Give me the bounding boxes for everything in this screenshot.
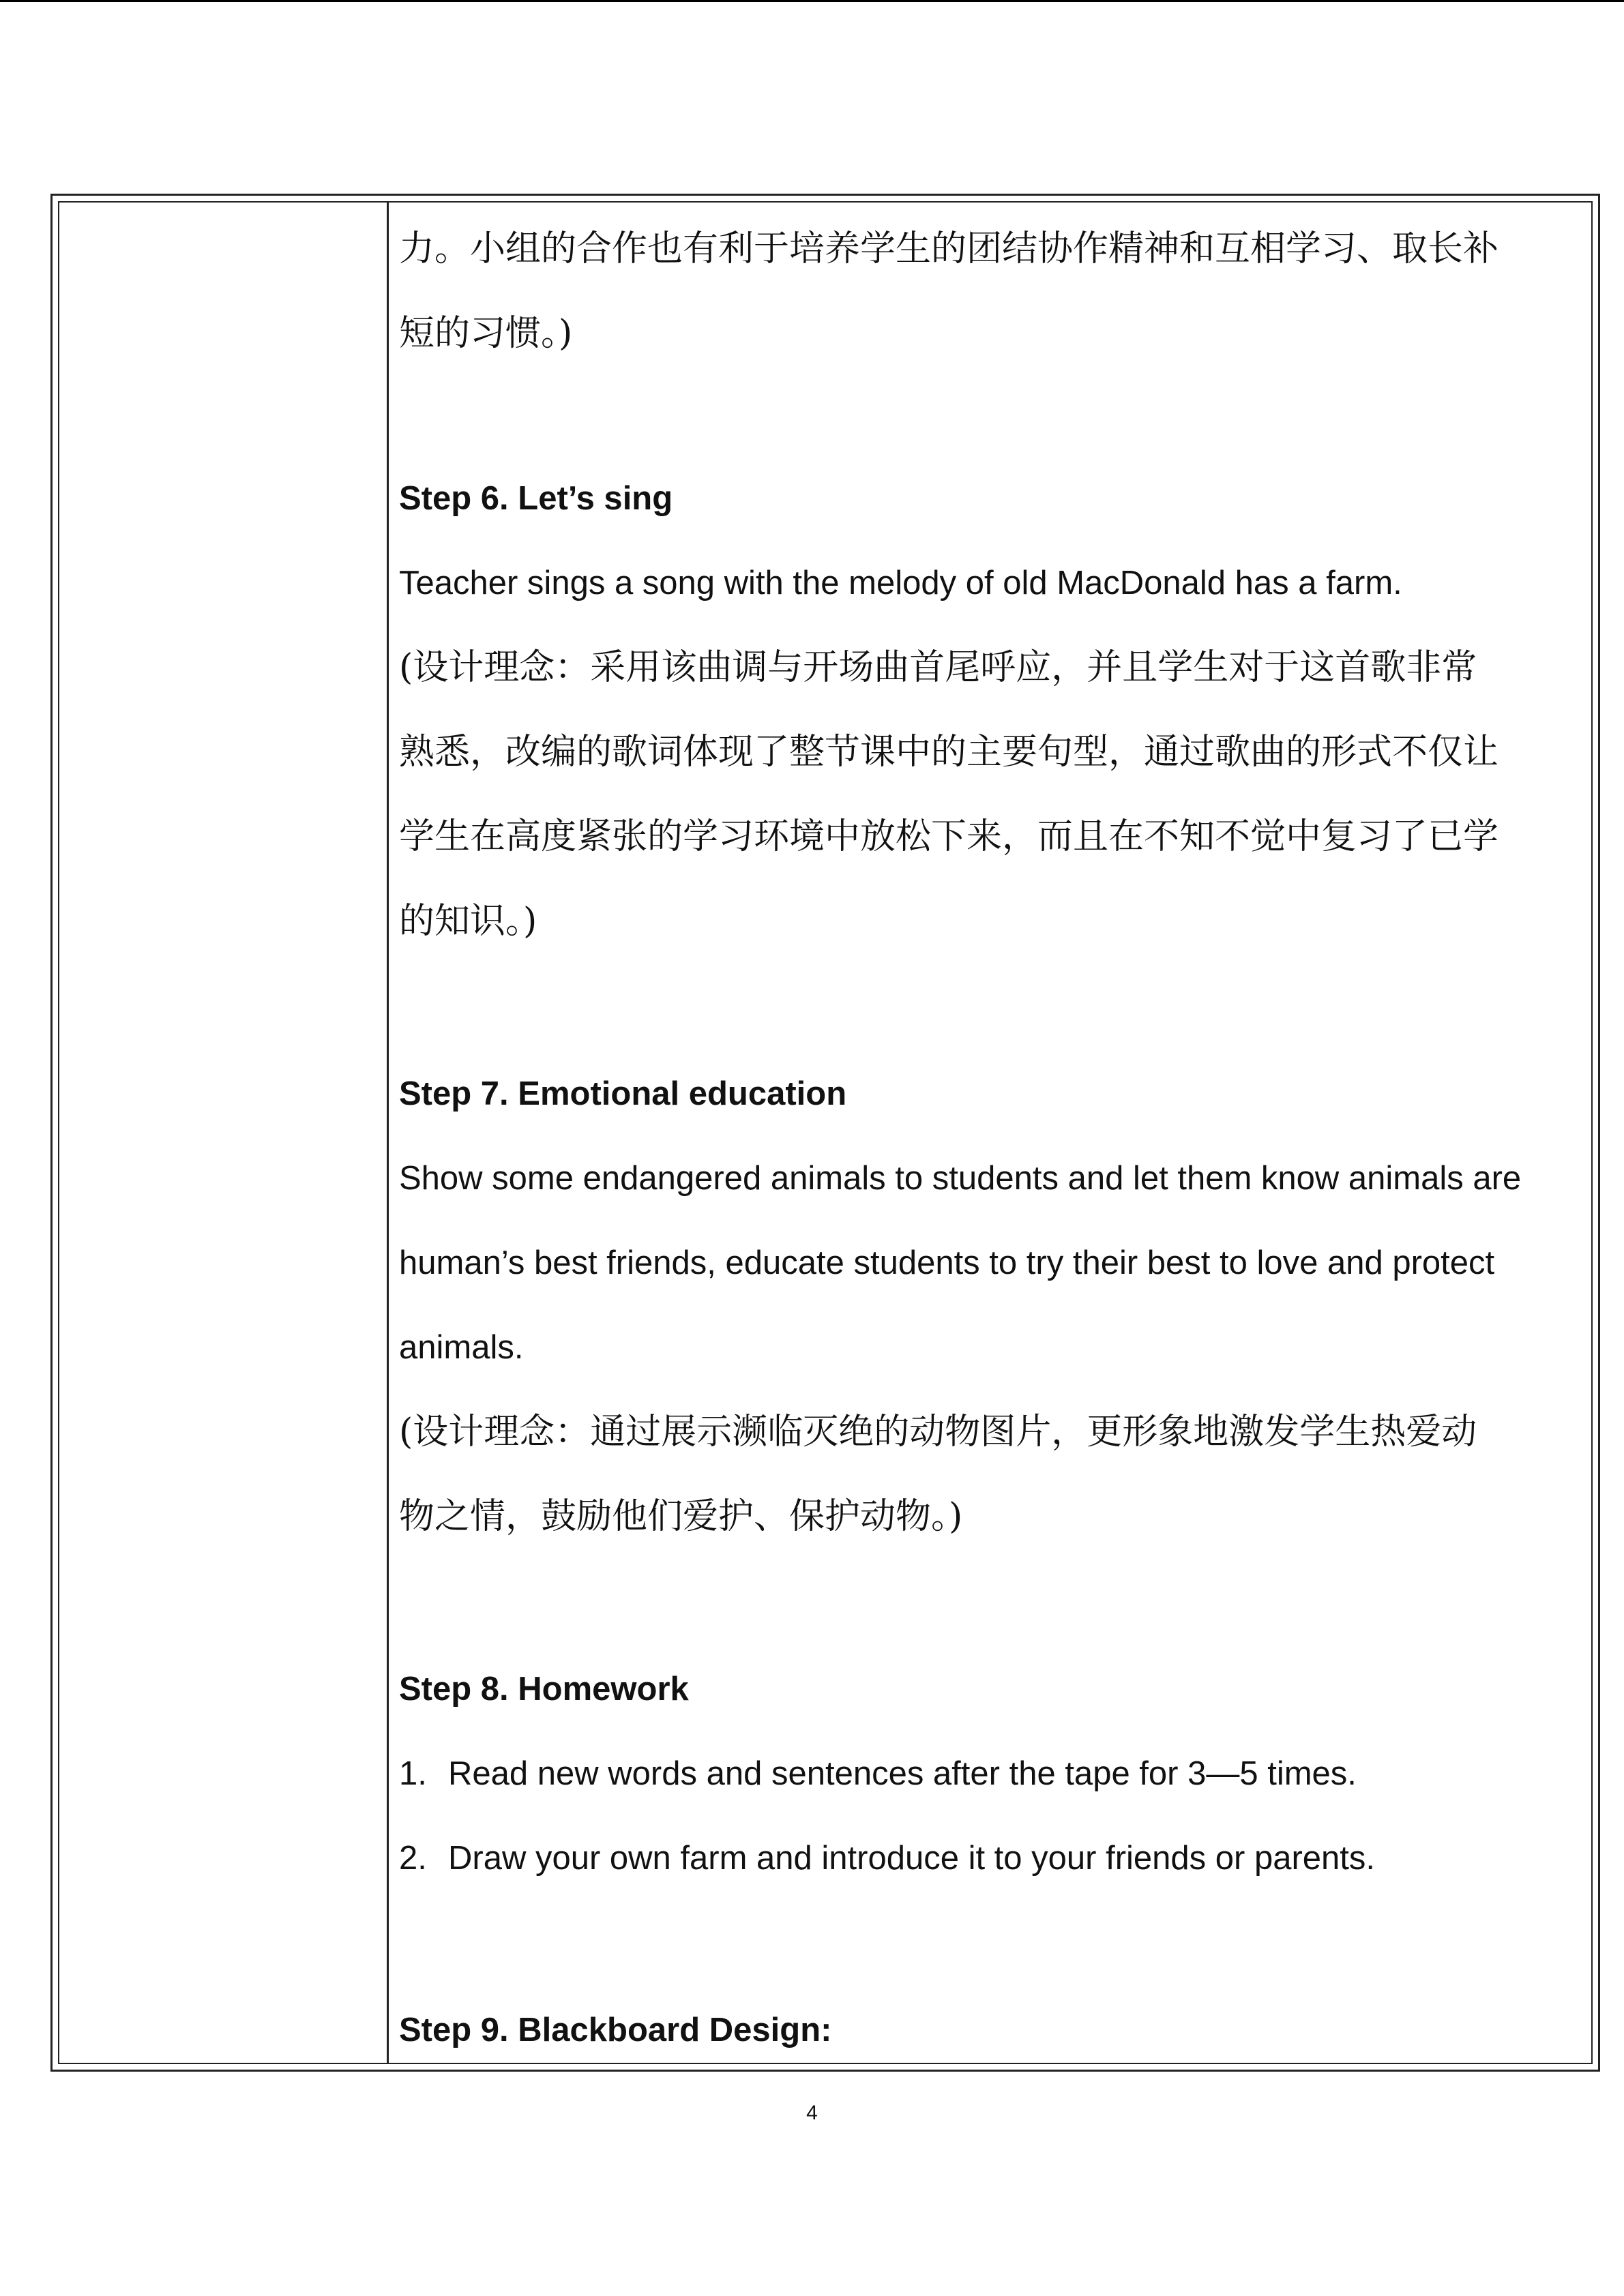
step6-note-line: 熟悉，改编的歌词体现了整节课中的主要句型，通过歌曲的形式不仅让 bbox=[399, 732, 1499, 773]
step7-text-line: human’s best friends, educate students to try their best to love and protect bbox=[399, 1244, 1495, 1281]
step7-note-line: 物之情，鼓励他们爱护、保护动物。) bbox=[399, 1496, 963, 1537]
step7-text-line: animals. bbox=[399, 1329, 524, 1366]
step6-note-line: 的知识。) bbox=[399, 901, 537, 942]
page-number: 4 bbox=[806, 2102, 818, 2124]
step6-text: Teacher sings a song with the melody of old MacDonald has a farm. bbox=[399, 565, 1402, 601]
top-rule bbox=[0, 0, 1624, 2]
step7-heading: Step 7. Emotional education bbox=[399, 1075, 847, 1112]
step6-note-line: 学生在高度紧张的学习环境中放松下来，而且在不知不觉中复习了已学 bbox=[399, 816, 1499, 857]
homework-item-number: 1. bbox=[399, 1755, 427, 1792]
homework-item-2 bbox=[399, 1836, 1375, 1880]
step6-note-line: (设计理念：采用该曲调与开场曲首尾呼应，并且学生对于这首歌非常 bbox=[399, 647, 1477, 688]
homework-item-1 bbox=[399, 1752, 1357, 1795]
continued-text-line: 短的习惯。) bbox=[399, 313, 573, 354]
continued-text-line: 力。小组的合作也有利于培养学生的团结协作精神和互相学习、取长补 bbox=[399, 228, 1499, 269]
lesson-table bbox=[50, 194, 1600, 2072]
lesson-table-inner bbox=[58, 201, 1593, 2064]
step7-text-line: Show some endangered animals to students and let them know animals are bbox=[399, 1160, 1522, 1197]
step7-note-line: (设计理念：通过展示濒临灭绝的动物图片，更形象地激发学生热爱动 bbox=[399, 1412, 1477, 1452]
column-divider bbox=[387, 203, 389, 2063]
step6-heading: Step 6. Let’s sing bbox=[399, 480, 673, 517]
homework-item-text: Read new words and sentences after the tape for 3—5 times. bbox=[448, 1755, 1357, 1792]
homework-item-number: 2. bbox=[399, 1840, 427, 1877]
homework-item-text: Draw your own farm and introduce it to your friends or parents. bbox=[448, 1840, 1376, 1877]
step9-heading: Step 9. Blackboard Design: bbox=[399, 2012, 832, 2048]
step8-heading: Step 8. Homework bbox=[399, 1671, 689, 1708]
